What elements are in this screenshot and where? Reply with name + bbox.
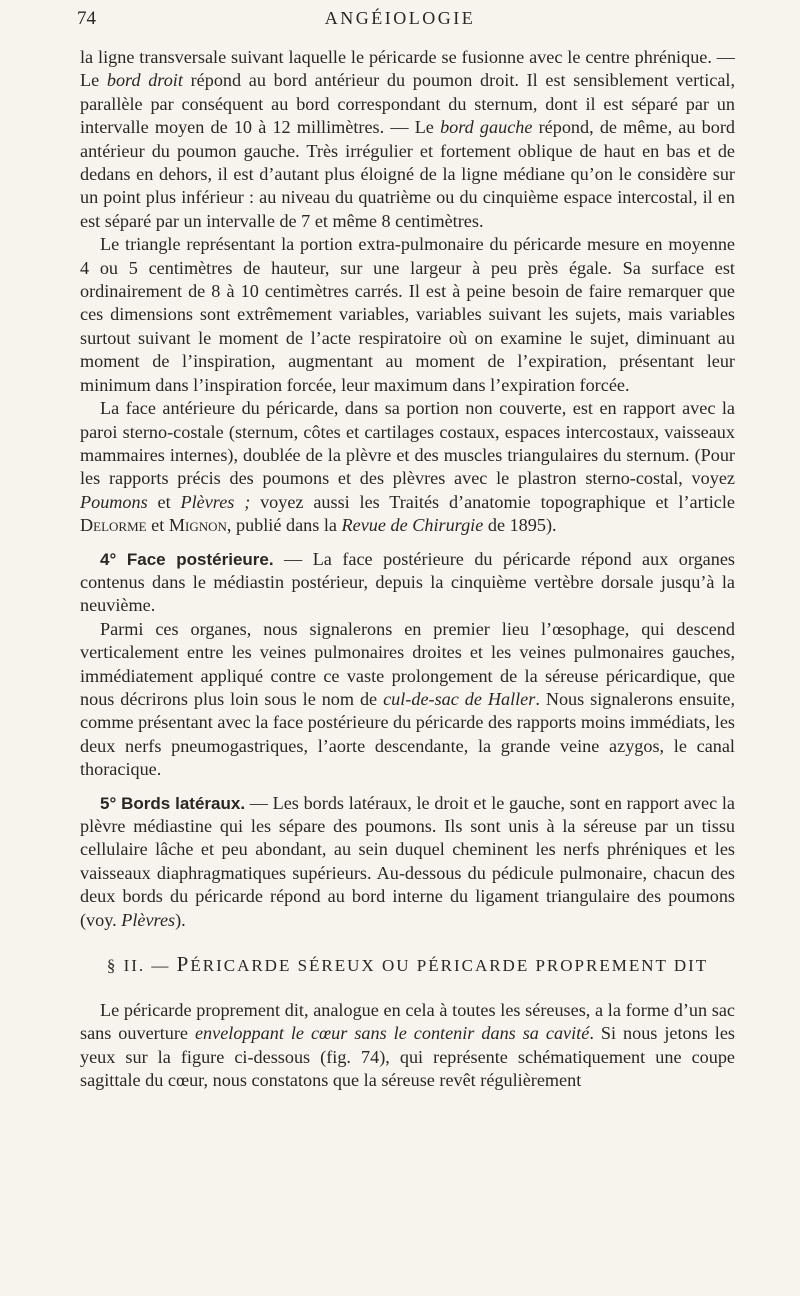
paragraph-triangle: Le triangle représentant la portion extra-pulmonaire du péricarde mesure en moyenne 4 ou 5 centimètres de hauteur, sur une largeur à peu près égale. Sa surface est ordinairement de 8 à 10 centimètres carrés. Il est à peine besoin de faire remarquer que ces dimensions sont extrêmement variables, variables suivant les sujets, mais variables surtout suivant le moment de l’acte respiratoire où on examine le sujet, diminuant au moment de l’inspiration, augmentant au moment de l’expiration, présentant leur minimum dans l’inspiration forcée, leur maximum dans l’expiration forcée. — [80, 234, 735, 395]
term-cul-de-sac: cul-de-sac de Haller — [383, 688, 536, 709]
page-header — [0, 6, 800, 32]
paragraph-pericarde-sereux: Le péricarde proprement dit, analogue en cela à toutes les séreuses, a la forme d’un sac sans ouverture enveloppant le cœur sans le contenir dans sa cavité. Si nous jetons les yeux sur la figure ci-dessous (fig. 74), qui représente schématiquement une coupe sagittale du cœur, nous constatons que la séreuse revêt régulièrement — [80, 1000, 735, 1091]
paragraph-organes: Parmi ces organes, nous signalerons en premier lieu l’œsophage, qui descend verticalement entre les veines pulmonaires droites et les veines pulmonaires gauches, immédiatement appliqué contre ce vaste prolongement de la séreuse péricardique, que nous décrirons plus loin sous le nom de cul-de-sac de Haller. Nous signalerons ensuite, comme présentant avec la face postérieure du péricarde des rapports moins immédiats, les deux nerfs pneumogastriques, l’aorte descendante, la grande veine azygos, le canal thoracique. — [80, 618, 735, 780]
ref-plevres: Plèvres ; — [180, 491, 251, 512]
page-number: 74 — [77, 8, 96, 29]
paragraph-bords-lateraux: 5° Bords latéraux. — Les bords latéraux, le droit et le gauche, sont en rapport avec la plèvre médiastine qui les sépare des poumons. Ils sont unis à la séreuse par un tissu cellulaire lâche et peu abondant, au sein duquel cheminent les nerfs phréniques et les vaisseaux diaphragmatiques supérieurs. Au-dessous du pédicule pulmonaire, chacun des deux bords du péricarde répond au bord interne du ligament triangulaire des poumons (voy. Plèvres). — [80, 792, 735, 930]
term-enveloppant: enveloppant le cœur sans le contenir dans sa cavité — [194, 1023, 590, 1044]
ref-revue-chirurgie: Revue de Chirurgie — [341, 515, 484, 536]
running-title: ANGÉIOLOGIE — [324, 8, 476, 28]
ref-plevres-2: Plèvres — [121, 909, 176, 930]
ref-poumons: Poumons — [80, 491, 148, 512]
author-mignon: Mignon — [168, 515, 227, 536]
text-body — [80, 46, 735, 1093]
term-bord-droit: bord droit — [106, 70, 183, 91]
paragraph-face-posterieure: 4° Face postérieure. — La face postérieure du péricarde répond aux organes contenus dans le médiastin postérieur, depuis la cinquième vertèbre dorsale jusqu’à la neuvième. — [80, 548, 735, 616]
section-heading: § II. — PÉRICARDE SÉREUX OU PÉRICARDE PROPREMENT DIT — [106, 952, 709, 977]
heading-bords-lateraux: 5° Bords latéraux. — [100, 793, 246, 813]
paragraph-face-anterieure: La face antérieure du péricarde, dans sa portion non couverte, est en rapport avec la paroi sterno-costale (sternum, côtes et cartilages costaux, espaces intercostaux, vaisseaux mammaires internes), doublée de la plèvre et des muscles triangulaires du sternum. (Pour les rapports précis des poumons et des plèvres avec le plastron sterno-costal, voyez Poumons et Plèvres ; voyez aussi les Traités d’anatomie topographique et l’article Delorme et Mignon, publié dans la Revue de Chirurgie de 1895). — [80, 398, 735, 536]
heading-face-posterieure: 4° Face postérieure. — [100, 549, 274, 569]
author-delorme: Delorme — [80, 515, 147, 536]
term-bord-gauche: bord gauche — [440, 117, 533, 138]
paragraph-bords: la ligne transversale suivant laquelle le péricarde se fusionne avec le centre phrénique. — Le bord droit répond au bord antérieur du poumon droit. Il est sensiblement vertical, parallèle par conséquent au bord correspondant du sternum, dont il est séparé par un intervalle moyen de 10 à 12 millimètres. — Le bord gauche répond, de même, au bord antérieur du poumon gauche. Très irrégulier et fortement oblique de haut en bas et de dedans en dehors, il est d’autant plus éloigné de la ligne médiane qu’on le considère sur un point plus inférieur : au niveau du quatrième ou du cinquième espace intercostal, il en est séparé par un intervalle de 7 et même 8 centimètres. — [80, 47, 735, 231]
